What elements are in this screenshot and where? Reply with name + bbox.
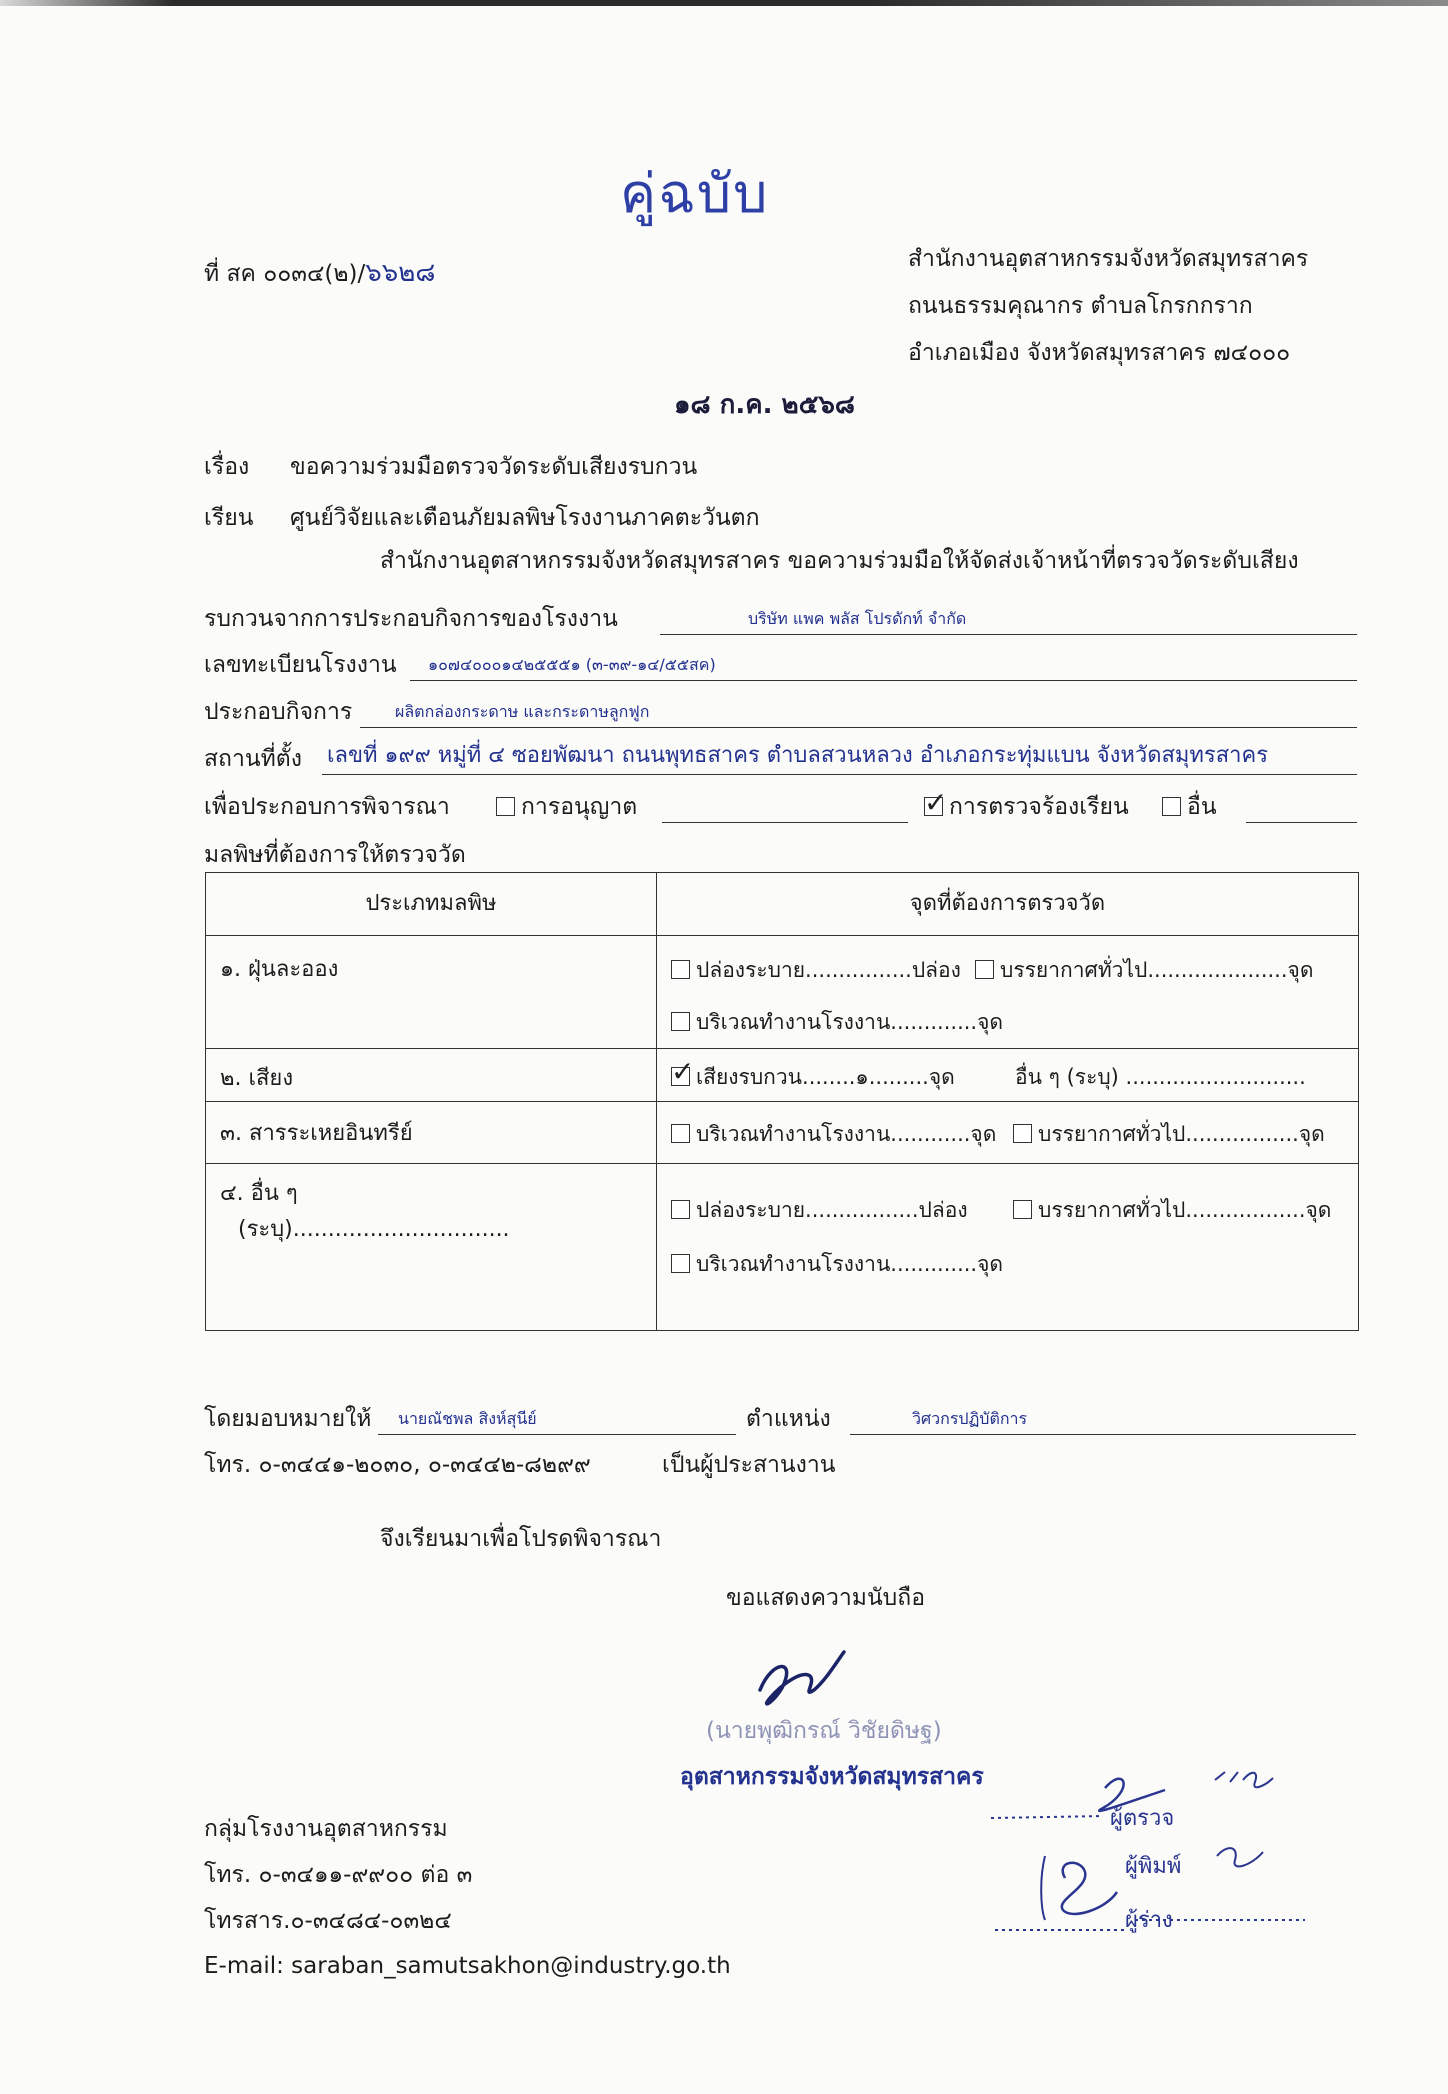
- intro-text: สำนักงานอุตสาหกรรมจังหวัดสมุทรสาคร ขอความร่วมมือให้จัดส่งเจ้าหน้าที่ตรวจวัดระดับเสียง: [380, 548, 1299, 574]
- table-row: [206, 1049, 1359, 1102]
- scan-edge: [0, 0, 1448, 6]
- checkbox-checked: [671, 1067, 690, 1086]
- position-text: วิศวกรปฏิบัติการ: [912, 1409, 1028, 1428]
- row-type-voc: ๓. สารระเหยอินทรีย์: [206, 1102, 657, 1164]
- assignee-field: [378, 1404, 736, 1435]
- pollution-table: [205, 872, 1359, 1331]
- location-text: เลขที่ ๑๙๙ หมู่ที่ ๔ ซอยพัฒนา ถนนพุทธสาคร ตำบลสวนหลวง อำเภอกระทุ่มแบน จังหวัดสมุทรสาคร: [327, 743, 1269, 768]
- factory-name-field: [660, 604, 1357, 635]
- assignee-role: เป็นผู้ประสานงาน: [662, 1452, 836, 1478]
- signer-name: (นายพุฒิกรณ์ วิชัยดิษฐ): [706, 1718, 942, 1744]
- regards-text: ขอแสดงความนับถือ: [726, 1585, 926, 1611]
- table-row: [206, 1102, 1359, 1164]
- position-field: [850, 1404, 1356, 1435]
- factory-name: บริษัท แพค พลัส โปรดักท์ จำกัด: [748, 609, 967, 628]
- permit-blank: [662, 792, 908, 823]
- assign-label: โดยมอบหมายให้: [204, 1406, 372, 1432]
- recipient-label: เรียน: [204, 505, 254, 531]
- sender-line-3: อำเภอเมือง จังหวัดสมุทรสาคร ๗๔๐๐๐: [908, 340, 1291, 366]
- row-type-dust: ๑. ฝุ่นละออง: [206, 936, 657, 1049]
- permit-option: การอนุญาต: [496, 792, 637, 822]
- checkbox: [975, 960, 994, 979]
- business-field: [360, 697, 1357, 728]
- checkbox: [671, 1200, 690, 1219]
- registration-field: [410, 650, 1357, 681]
- table-row: [206, 936, 1359, 1049]
- row-points-voc: บริเวณทำงานโรงงาน............จุด บรรยากาศทั่วไป.................จุด: [657, 1102, 1359, 1164]
- purpose-label: เพื่อประกอบการพิจารณา: [204, 794, 450, 820]
- location-field: [322, 744, 1357, 775]
- complaint-checkbox-checked: [924, 797, 943, 816]
- checkbox: [1013, 1124, 1032, 1143]
- pollution-label: มลพิษที่ต้องการให้ตรวจวัด: [204, 842, 466, 868]
- table-row: [206, 1164, 1359, 1331]
- location-label: สถานที่ตั้ง: [204, 746, 302, 772]
- registration-number: ๑๐๗๔๐๐๐๑๔๒๕๕๕๑ (๓-๓๙-๑๔/๕๕สค): [428, 655, 716, 674]
- subject-text: ขอความร่วมมือตรวจวัดระดับเสียงรบกวน: [290, 454, 698, 480]
- subject-label: เรื่อง: [204, 454, 250, 480]
- registration-label: เลขทะเบียนโรงงาน: [204, 652, 397, 678]
- closing-text: จึงเรียนมาเพื่อโปรดพิจารณา: [380, 1526, 662, 1552]
- checkbox: [671, 1254, 690, 1273]
- sender-line-1: สำนักงานอุตสาหกรรมจังหวัดสมุทรสาคร: [908, 246, 1309, 272]
- assignee-phone: โทร. ๐-๓๔๔๑-๒๐๓๐, ๐-๓๔๔๒-๘๒๙๙: [204, 1452, 591, 1478]
- business-label: ประกอบกิจการ: [204, 699, 353, 725]
- other-checkbox: [1162, 797, 1181, 816]
- other-blank: [1246, 792, 1357, 823]
- row-points-noise: ✓ เสียงรบกวน........๑.........จุด อื่น ๆ (ระบุ) ...........................: [657, 1049, 1359, 1102]
- sender-line-2: ถนนธรรมคุณากร ตำบลโกรกกราก: [908, 293, 1253, 319]
- footer-fax: โทรสาร.๐-๓๔๘๔-๐๓๒๔: [204, 1908, 452, 1934]
- director-signature: [752, 1640, 882, 1720]
- checkbox: [671, 1124, 690, 1143]
- row-points-other: ปล่องระบาย.................ปล่อง บรรยากาศทั่วไป..................จุด บริเวณทำงานโรงงาน.............จุด: [657, 1164, 1359, 1331]
- checkbox: [671, 1012, 690, 1031]
- signer-title: อุตสาหกรรมจังหวัดสมุทรสาคร: [680, 1764, 984, 1790]
- footer-phone: โทร. ๐-๓๔๑๑-๙๙๐๐ ต่อ ๓: [204, 1862, 473, 1888]
- business-text: ผลิตกล่องกระดาษ และกระดาษลูกฟูก: [395, 702, 650, 721]
- other-option: อื่น: [1162, 792, 1217, 822]
- header-measure-points: จุดที่ต้องการตรวจวัด: [657, 873, 1359, 936]
- row-type-noise: ๒. เสียง: [206, 1049, 657, 1102]
- row-type-other: ๔. อื่น ๆ (ระบุ)...............................: [206, 1164, 657, 1331]
- header-pollution-type: ประเภทมลพิษ: [206, 873, 657, 936]
- drafter-label: ผู้ร่าง: [1125, 1908, 1173, 1933]
- recipient-text: ศูนย์วิจัยและเตือนภัยมลพิษโรงงานภาคตะวันตก: [290, 505, 760, 531]
- checker-label: ผู้ตรวจ: [1110, 1806, 1175, 1831]
- factory-label: รบกวนจากการประกอบกิจการของโรงงาน: [204, 606, 618, 632]
- footer-group: กลุ่มโรงงานอุตสาหกรรม: [204, 1816, 448, 1842]
- copy-stamp: คู่ฉบับ: [620, 162, 770, 225]
- permit-checkbox: [496, 797, 515, 816]
- typist-label: ผู้พิมพ์: [1125, 1854, 1182, 1879]
- document-date: ๑๘ ก.ค. ๒๕๖๘: [674, 390, 855, 420]
- complaint-option: ✓ การตรวจร้องเรียน: [924, 792, 1129, 822]
- position-label: ตำแหน่ง: [746, 1406, 831, 1432]
- document-number: ที่ สค ๐๐๓๔(๒)/๖๖๒๘: [204, 258, 436, 288]
- assignee-name: นายณัชพล สิงห์สุนีย์: [398, 1409, 537, 1428]
- table-header: [206, 873, 1359, 936]
- checkbox: [671, 960, 690, 979]
- row-points-dust: ปล่องระบาย................ปล่อง บรรยากาศทั่วไป.....................จุด บริเวณทำงานโรงงาน.............จุด: [657, 936, 1359, 1049]
- footer-email[interactable]: E-mail: saraban_samutsakhon@industry.go.th: [204, 1953, 731, 1979]
- checkbox: [1013, 1200, 1032, 1219]
